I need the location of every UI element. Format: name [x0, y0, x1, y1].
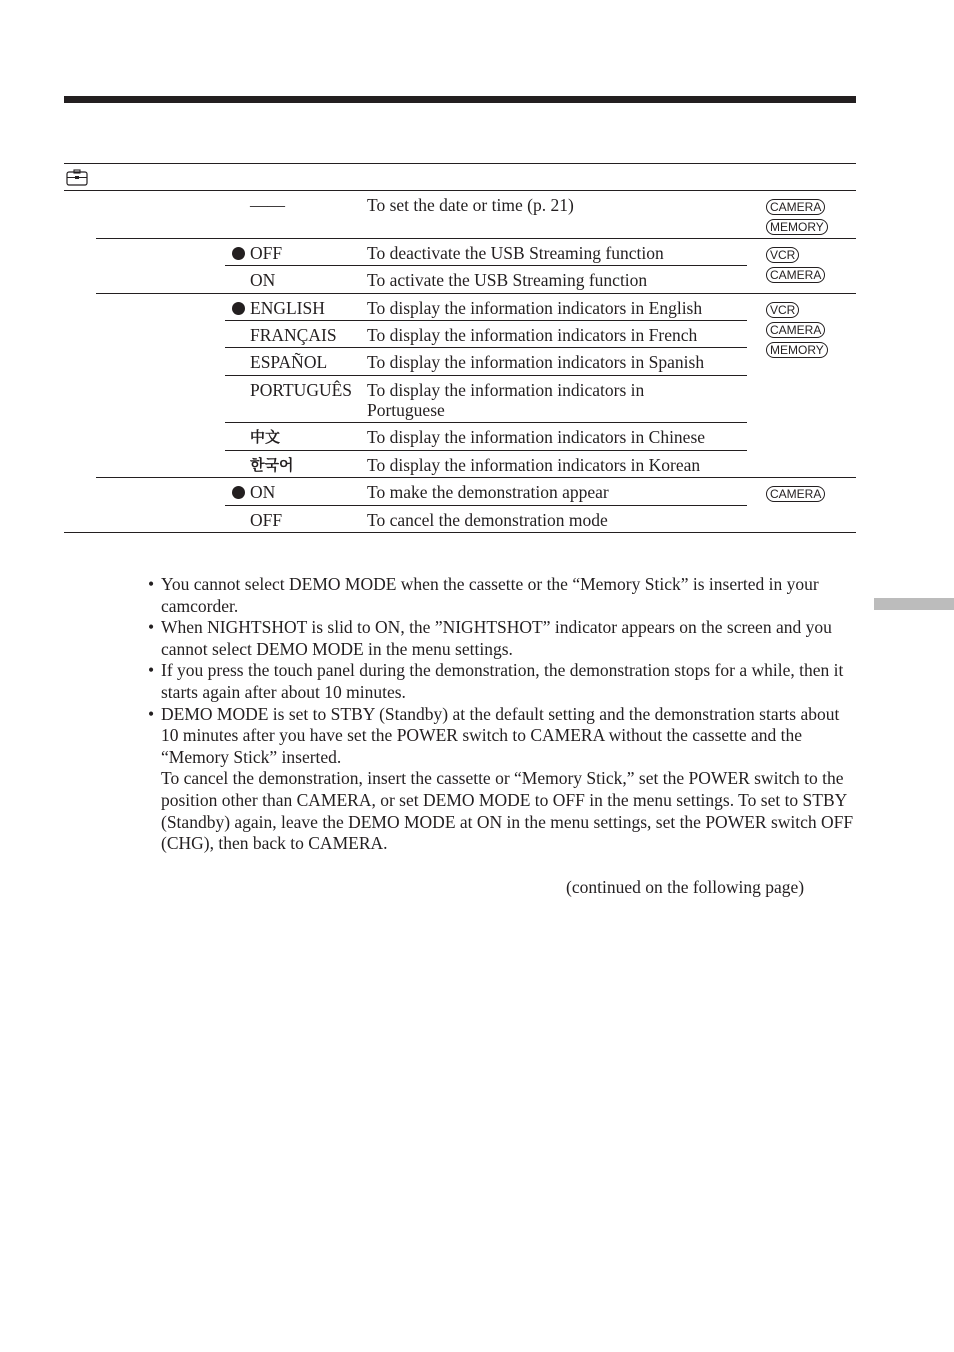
continued-note: (continued on the following page)	[566, 877, 805, 897]
note-item	[148, 617, 860, 660]
mode-badges	[766, 199, 828, 239]
group-rule	[96, 238, 856, 239]
mode-badge-camera: CAMERA	[766, 322, 825, 338]
mode-badge-camera: CAMERA	[766, 199, 825, 215]
table-row-setting	[232, 243, 282, 263]
row-rule	[225, 505, 747, 506]
table-row-meaning: To display the information indicators in Portuguese	[367, 380, 645, 420]
mode-badge-memory: MEMORY	[766, 219, 828, 235]
mode-badge-memory: MEMORY	[766, 342, 828, 358]
table-row-meaning: To activate the USB Streaming function	[367, 270, 648, 290]
side-tab	[874, 598, 954, 610]
mode-badge-camera: CAMERA	[766, 486, 825, 502]
row-rule	[225, 347, 747, 348]
table-bottom-rule	[64, 532, 856, 533]
notes-list	[148, 574, 860, 855]
note-item	[148, 574, 860, 617]
default-setting-icon	[232, 247, 245, 260]
table-row-meaning: To display the information indicators in Chinese	[367, 427, 706, 447]
table-header-rule	[64, 190, 856, 191]
note-text: When NIGHTSHOT is slid to ON, the ”NIGHTSHOT” indicator appears on the screen and you cannot select DEMO MODE in the menu settings.	[161, 617, 832, 659]
table-row-meaning: To display the information indicators in Spanish	[367, 352, 705, 372]
default-setting-icon	[232, 302, 245, 315]
mode-badge-camera: CAMERA	[766, 267, 825, 283]
table-row-setting: PORTUGUÊS	[250, 380, 353, 400]
table-row-setting	[232, 298, 325, 318]
table-row-setting: 中文	[250, 428, 281, 446]
top-rule	[64, 96, 856, 103]
setup-menu-icon	[66, 169, 88, 186]
mode-badges	[766, 247, 825, 287]
note-item	[148, 704, 860, 855]
bullet: •	[148, 617, 155, 638]
table-row-meaning: To deactivate the USB Streaming function	[367, 243, 664, 263]
setting-label: OFF	[250, 243, 283, 263]
bullet: •	[148, 703, 155, 724]
setting-label: ENGLISH	[250, 298, 325, 318]
mode-badge-vcr: VCR	[766, 247, 799, 263]
row-rule	[225, 422, 747, 423]
default-setting-icon	[232, 486, 245, 499]
table-row-setting: ——	[250, 195, 285, 215]
table-row-meaning: To display the information indicators in Korean	[367, 455, 701, 475]
row-rule	[225, 265, 747, 266]
note-text: If you press the touch panel during the demonstration, the demonstration stops for a while, then it starts again after about 10 minutes.	[161, 660, 844, 702]
table-row-setting: ESPAÑOL	[250, 352, 328, 372]
row-rule	[225, 375, 747, 376]
table-row-setting: FRANÇAIS	[250, 325, 337, 345]
table-row-meaning: To display the information indicators in French	[367, 325, 698, 345]
table-row-meaning: To cancel the demonstration mode	[367, 510, 608, 530]
table-row-meaning: To display the information indicators in English	[367, 298, 703, 318]
table-row-meaning: To make the demonstration appear	[367, 482, 609, 502]
table-row-meaning: To set the date or time (p. 21)	[367, 195, 574, 215]
mode-badge-vcr: VCR	[766, 302, 799, 318]
row-rule	[225, 450, 747, 451]
note-extra-text: To cancel the demonstration, insert the cassette or “Memory Stick,” set the POWER switch to the position other than CAMERA, or set DEMO MODE to OFF in the menu settings. To set to STBY (Standby) again, leave the DEMO MODE at ON in the menu settings, set the POWER switch OFF (CHG), then back to CAMERA.	[161, 768, 854, 854]
table-row-setting: OFF	[250, 510, 283, 530]
note-item	[148, 660, 860, 703]
note-text: DEMO MODE is set to STBY (Standby) at the default setting and the demonstration starts about 10 minutes after you have set the POWER switch to CAMERA without the cassette and the “Memory Stick” inserted.	[161, 703, 840, 767]
bullet: •	[148, 660, 155, 681]
mode-badges	[766, 486, 825, 506]
table-row-setting: ON	[250, 270, 276, 290]
note-text: You cannot select DEMO MODE when the cassette or the “Memory Stick” is inserted in your camcorder.	[161, 574, 819, 616]
setting-label: ON	[250, 482, 276, 502]
group-rule	[96, 477, 856, 478]
table-row-setting: 한국어	[250, 456, 294, 474]
group-rule	[96, 293, 856, 294]
row-rule	[225, 320, 747, 321]
mode-badges	[766, 302, 828, 362]
table-top-rule	[64, 163, 856, 164]
bullet: •	[148, 574, 155, 594]
table-row-setting	[232, 482, 275, 502]
